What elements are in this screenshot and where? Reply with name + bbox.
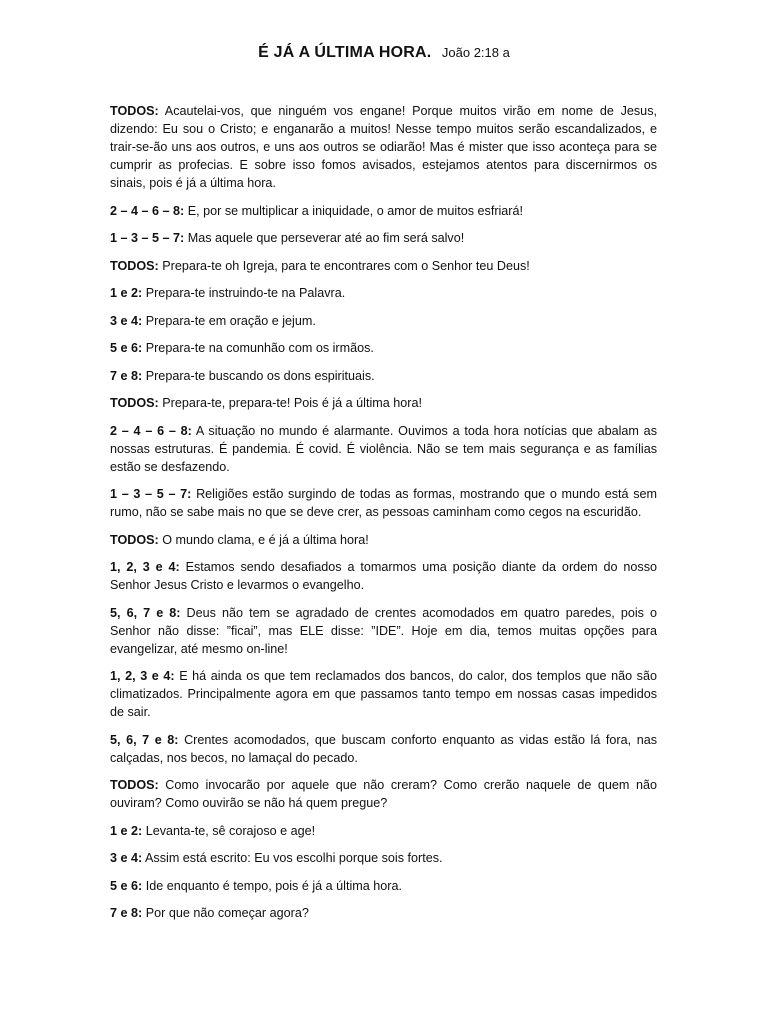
paragraph-text: Mas aquele que perseverar até ao fim será salvo! bbox=[184, 231, 465, 245]
speaker-label: 7 e 8: bbox=[110, 368, 143, 383]
paragraph bbox=[110, 531, 657, 549]
paragraph-text: E há ainda os que tem reclamados dos bancos, do calor, dos templos que não são climatizados. Principalmente agora em que passamos tanto tempo em nossas casas impedidos de sair. bbox=[110, 669, 657, 719]
paragraph bbox=[110, 776, 657, 812]
paragraph bbox=[110, 202, 657, 220]
paragraph bbox=[110, 485, 657, 521]
speaker-label: 7 e 8: bbox=[110, 906, 143, 920]
speaker-label: 5 e 6: bbox=[110, 878, 143, 893]
paragraph-text: Prepara-te buscando os dons espirituais. bbox=[142, 368, 375, 383]
speaker-label: TODOS: bbox=[110, 396, 159, 410]
paragraph-text: Religiões estão surgindo de todas as formas, mostrando que o mundo está sem rumo, não se sabe mais no que se deve crer, as pessoas caminham como cegos na escuridão. bbox=[110, 487, 657, 519]
paragraph bbox=[110, 394, 657, 412]
speaker-label: 1, 2, 3 e 4: bbox=[110, 669, 175, 683]
paragraph bbox=[110, 102, 657, 192]
paragraph bbox=[110, 422, 657, 476]
paragraph-text: Como invocarão por aquele que não creram? Como crerão naquele de quem não ouviram? Como ouvirão se não há quem pregue? bbox=[110, 778, 657, 810]
paragraph bbox=[110, 367, 657, 385]
paragraph bbox=[110, 877, 657, 895]
paragraph bbox=[110, 731, 657, 767]
paragraph-text: Prepara-te instruindo-te na Palavra. bbox=[142, 286, 346, 300]
speaker-label: 1, 2, 3 e 4: bbox=[110, 560, 180, 574]
speaker-label: 1 – 3 – 5 – 7: bbox=[110, 487, 192, 501]
speaker-label: 5 e 6: bbox=[110, 341, 143, 355]
speaker-label: TODOS: bbox=[110, 532, 159, 547]
title-line bbox=[0, 44, 768, 62]
paragraph-text: Prepara-te na comunhão com os irmãos. bbox=[142, 341, 374, 355]
paragraph bbox=[110, 822, 657, 840]
paragraph-text: Prepara-te em oração e jejum. bbox=[142, 313, 316, 328]
paragraph-text: Estamos sendo desafiados a tomarmos uma posição diante da ordem do nosso Senhor Jesus Cristo e levarmos o evangelho. bbox=[110, 560, 658, 592]
scripture-reference: João 2:18 a bbox=[441, 45, 510, 60]
paragraph bbox=[110, 284, 657, 302]
speaker-label: 1 e 2: bbox=[110, 823, 143, 838]
speaker-label: 5, 6, 7 e 8: bbox=[110, 732, 179, 747]
paragraph bbox=[110, 904, 657, 922]
speaker-label: 2 – 4 – 6 – 8: bbox=[110, 203, 185, 218]
paragraph bbox=[110, 558, 657, 594]
paragraph-text: E, por se multiplicar a iniquidade, o amor de muitos esfriará! bbox=[184, 203, 524, 218]
paragraph-text: Levanta-te, sê corajoso e age! bbox=[142, 823, 316, 838]
speaker-label: 3 e 4: bbox=[110, 313, 143, 328]
paragraph bbox=[110, 229, 657, 247]
document-title: É JÁ A ÚLTIMA HORA. bbox=[258, 44, 432, 61]
paragraph-text: Assim está escrito: Eu vos escolhi porque sois fortes. bbox=[142, 851, 443, 865]
paragraph-text: Crentes acomodados, que buscam conforto enquanto as vidas estão lá fora, nas calçadas, nos becos, no lamaçal do pecado. bbox=[110, 732, 657, 765]
responsive-reading bbox=[110, 102, 657, 932]
paragraph-text: A situação no mundo é alarmante. Ouvimos a toda hora notícias que abalam as nossas estruturas. É pandemia. É covid. É violência. Não se tem mais segurança e as famílias estão se desfazendo. bbox=[110, 423, 657, 474]
speaker-label: 1 – 3 – 5 – 7: bbox=[110, 231, 185, 245]
paragraph bbox=[110, 257, 657, 275]
paragraph bbox=[110, 604, 657, 658]
paragraph bbox=[110, 667, 657, 721]
paragraph-text: Prepara-te, prepara-te! Pois é já a última hora! bbox=[158, 396, 422, 410]
paragraph-text: O mundo clama, e é já a última hora! bbox=[158, 532, 369, 547]
speaker-label: TODOS: bbox=[110, 258, 159, 273]
speaker-label: 5, 6, 7 e 8: bbox=[110, 605, 181, 620]
paragraph-text: Prepara-te oh Igreja, para te encontrares com o Senhor teu Deus! bbox=[158, 258, 530, 273]
speaker-label: 3 e 4: bbox=[110, 851, 143, 865]
paragraph bbox=[110, 312, 657, 330]
speaker-label: TODOS: bbox=[110, 104, 159, 118]
speaker-label: 2 – 4 – 6 – 8: bbox=[110, 423, 192, 438]
paragraph-text: Acautelai-vos, que ninguém vos engane! Porque muitos virão em nome de Jesus, dizendo: Eu sou o Cristo; e enganarão a muitos! Nesse tempo muitos serão escandalizados, e trair-se-ão uns aos outros, e uns aos outros se odiarão! Mas é mister que isso aconteça para se cumprir as profecias. E sobre isso fomos avisados, estejamos atentos para discernirmos os sinais, pois é já a última hora. bbox=[110, 104, 657, 190]
speaker-label: TODOS: bbox=[110, 778, 159, 792]
paragraph-text: Por que não começar agora? bbox=[142, 906, 309, 920]
paragraph bbox=[110, 849, 657, 867]
paragraph bbox=[110, 339, 657, 357]
paragraph-text: Ide enquanto é tempo, pois é já a última hora. bbox=[142, 878, 402, 893]
paragraph-text: Deus não tem se agradado de crentes acomodados em quatro paredes, pois o Senhor não disse: ”ficai”, mas ELE disse: ”IDE”. Hoje em dia, temos muitas opções para evangelizar, até mesmo on-line! bbox=[110, 605, 657, 656]
speaker-label: 1 e 2: bbox=[110, 286, 143, 300]
